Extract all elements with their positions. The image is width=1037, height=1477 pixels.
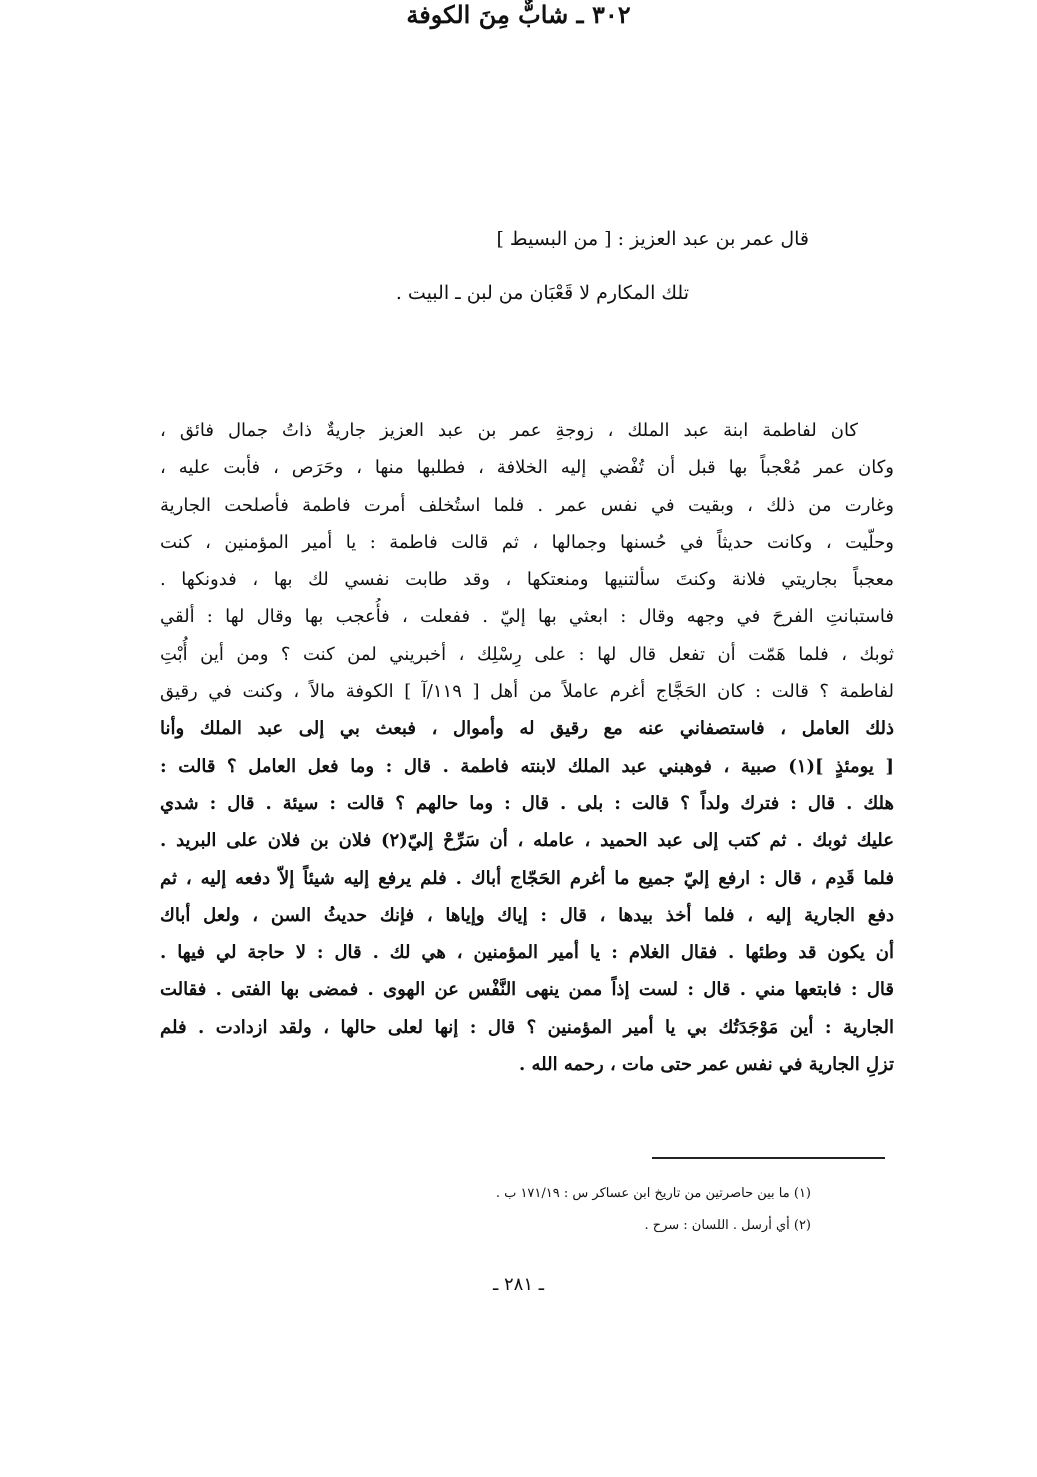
body-line: كان لفاطمة ابنة عبد الملك ، زوجةِ عمر بن عبد العزيز جاريةٌ ذاتُ جمال فائق ، [160,420,858,441]
body-line: لفاطمة ؟ قالت : كان الحَجَّاج أغرم عاملاً من أهل [ ١١٩/آ ] الكوفة مالاً ، وكنت في رقيق [160,681,894,703]
body-line: ذلك العامل ، فاستصفاني عنه مع رقيق له وأموال ، فبعث بي إلى عبد الملك وأنا [160,718,894,740]
body-line: أن يكون قد وطئها . فقال الغلام : يا أمير المؤمنين ، هي لك . قال : لا حاجة لي فيها . [160,942,894,964]
body-line: معجباً بجاريتي فلانة وكنتَ سألتنيها ومنعتكها ، وقد طابت نفسي لك بها ، فدونكها . [160,569,894,591]
body-line: وكان عمر مُعْجباً بها قبل أن تُفْضي إليه الخلافة ، فطلبها منها ، وحَرَص ، فأبت عليه ، [160,457,894,479]
body-line: دفع الجارية إليه ، فلما أخذ بيدها ، قال : إياك وإياها ، فإنك حديثُ السن ، ولعل أباك [160,904,894,926]
page-number: ـ ٢٨١ ـ [492,1274,544,1295]
body-line: عليك ثوبك . ثم كتب إلى عبد الحميد ، عامله ، أن سَرِّحْ إليّ(٢) فلان بن فلان على البريد . [160,830,894,852]
body-line: قال : فابتعها مني . قال : لست إذاً ممن ينهى النَّفْس عن الهوى . فمضى بها الفتى . فقالت [160,979,894,1001]
body-line: وغارت من ذلك ، وبقيت في نفس عمر . فلما استُخلف أمرت فاطمة فأصلحت الجارية [160,494,894,516]
footnote-1: (١) ما بين حاصرتين من تاريخ ابن عساكر س : ١٧١/١٩ ب . [495,1186,811,1201]
story-body [160,412,894,1083]
footnote-2: (٢) أي أرسل . اللسان : سرح . [644,1218,811,1233]
body-line: ثوبك ، فلما هَمّت أن تفعل قال لها : على رِسْلِك ، أخبريني لمن كنت ؟ ومن أين أُبْتِ [160,643,894,665]
body-line: هلك . قال : فترك ولداً ؟ قالت : بلى . قال : وما حالهم ؟ قالت : سيئة . قال : شدي [160,792,894,814]
body-line: الجارية : أين مَوْجَدَتُك بي يا أمير المؤمنين ؟ قال : إنها لعلى حالها ، ولقد ازدادت . فلم [160,1016,894,1038]
intro-line-2: تلك المكارم لا قَعْبَان من لبن ـ البيت . [395,282,689,304]
footnote-divider [652,1157,885,1159]
body-line: فلما قَدِم ، قال : ارفع إليّ جميع ما أغرم الحَجّاج أباك . فلم يرفع إليه شيئاً إلاّ دفعه إليه ، ثم [160,867,894,889]
body-line: فاستبانتِ الفرحَ في وجهه وقال : ابعثي بها إليّ . ففعلت ، فأُعجب بها وقال لها : ألقي [160,606,894,628]
intro-line-1: قال عمر بن عبد العزيز : [ من البسيط ] [496,228,809,250]
body-line: [ يومئذٍ ](١) صبية ، فوهبني عبد الملك لابنته فاطمة . قال : وما فعل العامل ؟ قالت : [160,755,894,777]
body-line: وحلّيت ، وكانت حديثاً في حُسنها وجمالها ، ثم قالت فاطمة : يا أمير المؤمنين ، كنت [160,531,894,553]
body-line: تزلِ الجارية في نفس عمر حتى مات ، رحمه الله . [518,1054,894,1076]
section-heading: ٣٠٢ ـ شابٌّ مِنَ الكوفة [406,0,631,29]
